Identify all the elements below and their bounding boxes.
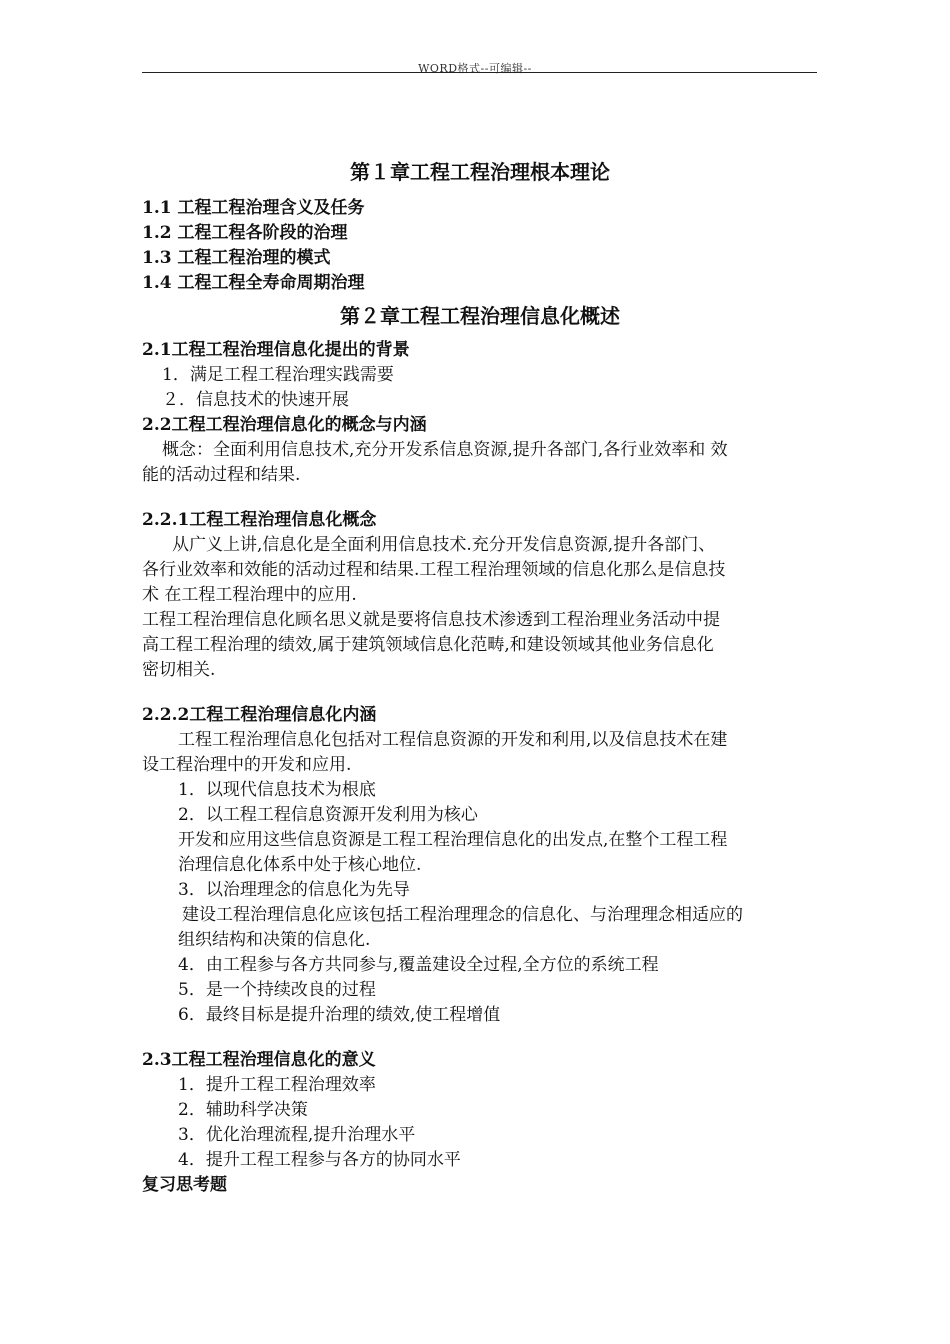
item-description: 治理信息化体系中处于核心地位. xyxy=(178,855,422,875)
list-item: 2．以工程工程信息资源开发利用为核心 xyxy=(178,805,478,825)
item-description: 建设工程治理信息化应该包括工程治理理念的信息化、与治理理念相适应的 xyxy=(182,905,743,925)
review-questions-title: 复习思考题 xyxy=(142,1175,227,1195)
list-item: 6．最终目标是提升治理的绩效,使工程增值 xyxy=(178,1005,501,1025)
list-item: 4．由工程参与各方共同参与,覆盖建设全过程,全方位的系统工程 xyxy=(178,955,659,975)
header-rule xyxy=(142,72,817,73)
paragraph-line: 设工程治理中的开发和应用. xyxy=(142,755,352,775)
chapter-2-title: 第２章工程工程治理信息化概述 xyxy=(340,304,620,328)
list-item: 3．以治理理念的信息化为先导 xyxy=(178,880,410,900)
document-body xyxy=(142,158,818,1198)
section-2-2-title: 2.2工程工程治理信息化的概念与内涵 xyxy=(142,415,427,435)
list-item: 1．满足工程工程治理实践需要 xyxy=(162,365,394,385)
paragraph-line: 各行业效率和效能的活动过程和结果.工程工程治理领域的信息化那么是信息技 xyxy=(142,560,726,580)
paragraph-line: 密切相关. xyxy=(142,660,216,680)
paragraph-line: 从广义上讲,信息化是全面利用信息技术.充分开发信息资源,提升各部门、 xyxy=(172,535,716,555)
paragraph-line: 工程工程治理信息化顾名思义就是要将信息技术渗透到工程治理业务活动中提 xyxy=(142,610,720,630)
concept-line: 能的活动过程和结果. xyxy=(142,465,301,485)
concept-line: 概念：全面利用信息技术,充分开发系信息资源,提升各部门,各行业效率和 效 xyxy=(162,440,728,460)
paragraph-line: 工程工程治理信息化包括对工程信息资源的开发和利用,以及信息技术在建 xyxy=(178,730,728,750)
section-2-1-title: 2.1工程工程治理信息化提出的背景 xyxy=(142,340,410,360)
item-description: 开发和应用这些信息资源是工程工程治理信息化的出发点,在整个工程工程 xyxy=(178,830,728,850)
section-2-3-title: 2.3工程工程治理信息化的意义 xyxy=(142,1050,376,1070)
paragraph-line: 高工程工程治理的绩效,属于建筑领域信息化范畴,和建设领域其他业务信息化 xyxy=(142,635,714,655)
toc-item-1-1: 1.1 工程工程治理含义及任务 xyxy=(142,198,365,218)
list-item: 4．提升工程工程参与各方的协同水平 xyxy=(178,1150,461,1170)
toc-item-1-4: 1.4 工程工程全寿命周期治理 xyxy=(142,273,365,293)
list-item: 1．以现代信息技术为根底 xyxy=(178,780,376,800)
list-item: 2．辅助科学决策 xyxy=(178,1100,308,1120)
section-2-2-2-title: 2.2.2工程工程治理信息化内涵 xyxy=(142,705,377,725)
toc-item-1-2: 1.2 工程工程各阶段的治理 xyxy=(142,223,348,243)
toc-item-1-3: 1.3 工程工程治理的模式 xyxy=(142,248,331,268)
list-item: 3．优化治理流程,提升治理水平 xyxy=(178,1125,416,1145)
paragraph-line: 术 在工程工程治理中的应用. xyxy=(142,585,357,605)
page-header: WORD格式--可编辑-- xyxy=(418,62,532,75)
section-2-2-1-title: 2.2.1工程工程治理信息化概念 xyxy=(142,510,377,530)
list-item: 1．提升工程工程治理效率 xyxy=(178,1075,376,1095)
item-description: 组织结构和决策的信息化. xyxy=(178,930,371,950)
chapter-1-title: 第１章工程工程治理根本理论 xyxy=(350,160,610,184)
list-item: 5．是一个持续改良的过程 xyxy=(178,980,376,1000)
list-item: ２．信息技术的快速开展 xyxy=(162,390,349,410)
